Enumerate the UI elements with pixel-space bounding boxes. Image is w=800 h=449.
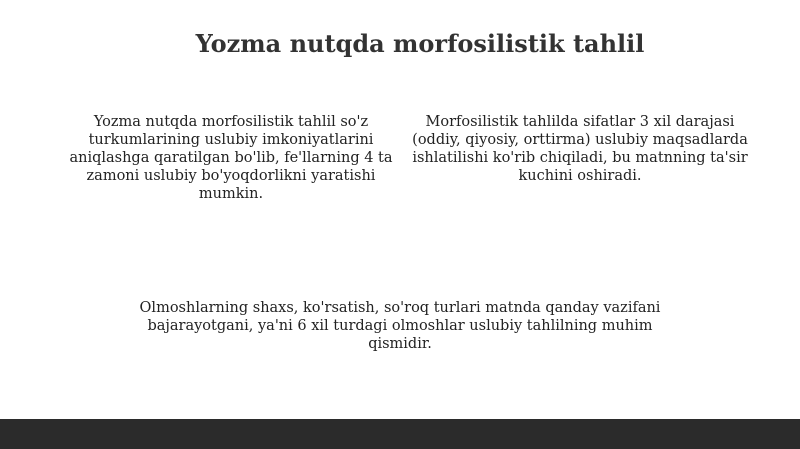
footer-bar (0, 419, 800, 449)
paragraph-verbs: Yozma nutqda morfosilistik tahlil so'z turkumlarining uslubiy imkoniyatlarini aniqlashga qaratilgan bo'lib, fe'llarning 4 ta zamoni uslubiy bo'yoqdorlikni yaratishi mumkin. (69, 114, 393, 202)
paragraph-pronouns: Olmoshlarning shaxs, ko'rsatish, so'roq turlari matnda qanday vazifani bajarayotgani, ya'ni 6 xil turdagi olmoshlar uslubiy tahlilning muhim qismidir. (139, 300, 661, 352)
slide-title: Yozma nutqda morfosilistik tahlil (195, 29, 645, 58)
paragraph-adjectives: Morfosilistik tahlilda sifatlar 3 xil darajasi (oddiy, qiyosiy, orttirma) uslubiy maqsadlarda ishlatilishi ko'rib chiqiladi, bu matnning ta'sir kuchini oshiradi. (412, 114, 748, 184)
